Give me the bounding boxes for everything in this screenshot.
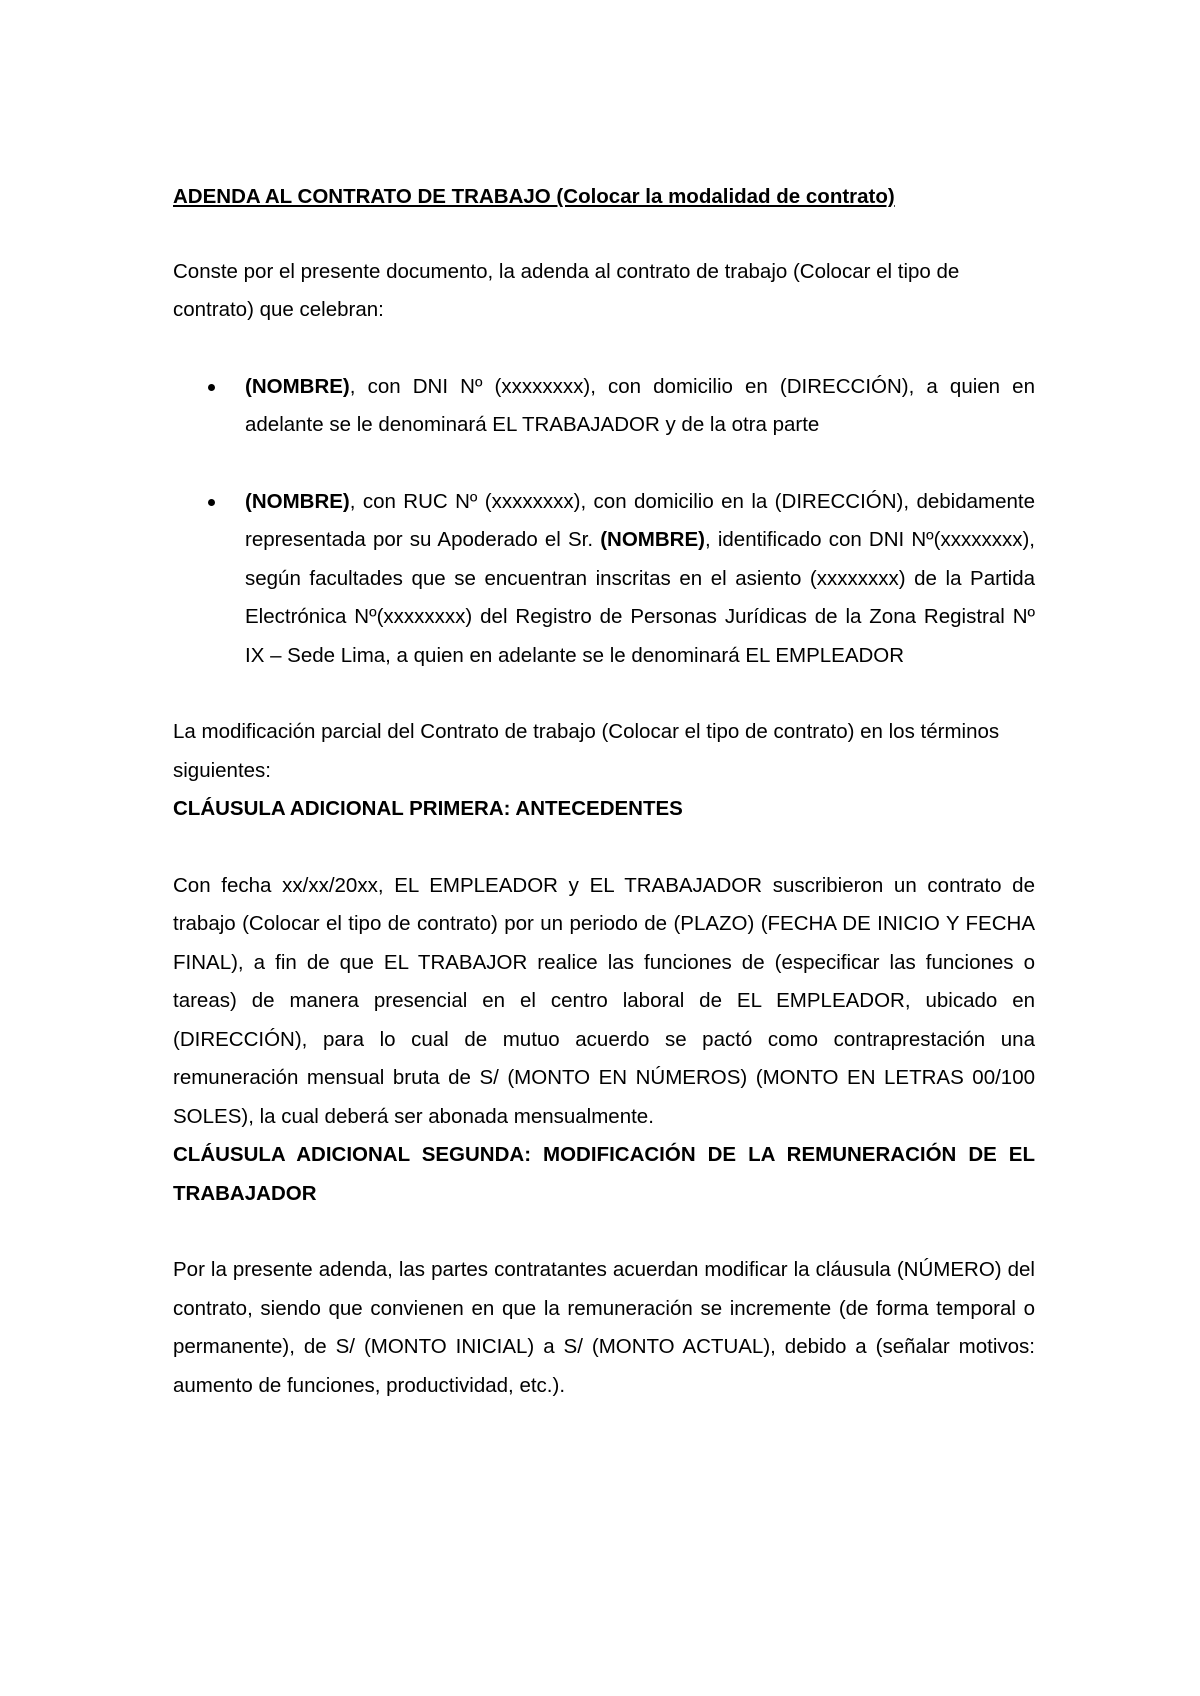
party-employer-text-a: , con RUC Nº (xxxxxxxx), con domicilio en la (DIRECCIÓN), debidamente representada por su Apoderado el Sr. <box>245 489 1035 551</box>
clause-2-heading: CLÁUSULA ADICIONAL SEGUNDA: MODIFICACIÓN DE LA REMUNERACIÓN DE EL TRABAJADOR <box>173 1143 1035 1205</box>
intro-paragraph: Conste por el presente documento, la adenda al contrato de trabajo (Colocar el tipo de contrato) que celebran: <box>173 259 960 321</box>
document-page <box>173 178 1035 1405</box>
clause-1-body: Con fecha xx/xx/20xx, EL EMPLEADOR y EL TRABAJADOR suscribieron un contrato de trabajo (Colocar el tipo de contrato) por un periodo de (PLAZO) (FECHA DE INICIO Y FECHA FINAL), a fin de que EL TRABAJOR realice las funciones de (especificar las funciones o tareas) de manera presencial en el centro laboral de EL EMPLEADOR, ubicado en (DIRECCIÓN), para lo cual de mutuo acuerdo se pactó como contraprestación una remuneración mensual bruta de S/ (MONTO EN NÚMEROS) (MONTO EN LETRAS 00/100 SOLES), la cual deberá ser abonada mensualmente. <box>173 873 1035 1128</box>
party-employer-representative: (NOMBRE) <box>600 528 705 551</box>
clause-1-heading: CLÁUSULA ADICIONAL PRIMERA: ANTECEDENTES <box>173 797 683 820</box>
parties-list <box>173 368 1035 676</box>
clause-2-body: Por la presente adenda, las partes contratantes acuerdan modificar la cláusula (NÚMERO) del contrato, siendo que convienen en que la remuneración se incremente (de forma temporal o permanente), de S/ (MONTO INICIAL) a S/ (MONTO ACTUAL), debido a (señalar motivos: aumento de funciones, productividad, etc.). <box>173 1258 1035 1397</box>
party-worker-text: , con DNI Nº (xxxxxxxx), con domicilio en (DIRECCIÓN), a quien en adelante se le denominará EL TRABAJADOR y de la otra parte <box>245 374 1035 436</box>
modification-intro: La modificación parcial del Contrato de trabajo (Colocar el tipo de contrato) en los términos siguientes: <box>173 720 1000 782</box>
document-title: ADENDA AL CONTRATO DE TRABAJO (Colocar la modalidad de contrato) <box>173 185 895 208</box>
bullet-icon <box>208 499 215 506</box>
party-employer-name: (NOMBRE) <box>245 489 350 513</box>
party-employer <box>173 483 1035 676</box>
bullet-icon <box>208 384 215 391</box>
party-employer-text-b: , identificado con DNI Nº(xxxxxxxx), según facultades que se encuentran inscritas en el asiento (xxxxxxxx) de la Partida Electrónica Nº(xxxxxxxx) del Registro de Personas Jurídicas de la Zona Registral Nº IX – Sede Lima, a quien en adelante se le denominará EL EMPLEADOR <box>245 528 1036 667</box>
party-worker-name: (NOMBRE) <box>245 374 350 398</box>
party-worker <box>173 368 1035 445</box>
